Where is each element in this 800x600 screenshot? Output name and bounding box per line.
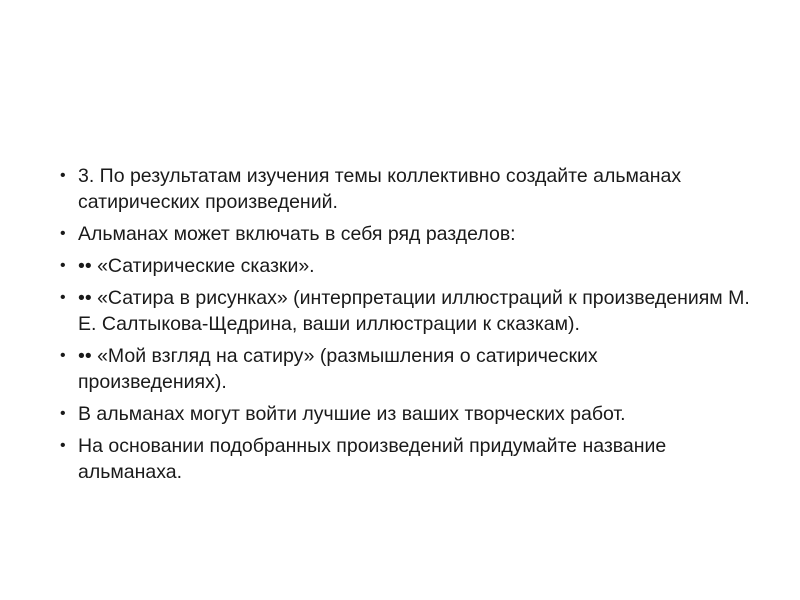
bullet-marker: • (60, 289, 66, 306)
bullet-marker: • (60, 437, 66, 454)
list-item (58, 163, 758, 215)
list-item (58, 401, 758, 427)
list-item (58, 433, 758, 485)
bullet-marker: • (60, 257, 66, 274)
list-item (58, 285, 758, 337)
list-item (58, 343, 758, 395)
bullet-marker: • (60, 405, 66, 422)
bullet-marker: • (60, 167, 66, 184)
list-item-text: •• «Мой взгляд на сатиру» (размышления о сатирических произведениях). (78, 345, 598, 393)
list-item-text: В альманах могут войти лучшие из ваших творческих работ. (78, 403, 626, 425)
bullet-marker: • (60, 225, 66, 242)
list-item-text: •• «Сатирические сказки». (78, 255, 315, 277)
list-item-text: Альманах может включать в себя ряд разделов: (78, 223, 516, 245)
list-item-text: На основании подобранных произведений придумайте название альманаха. (78, 435, 667, 483)
list-item (58, 221, 758, 247)
list-item-text: 3. По результатам изучения темы коллективно создайте альманах сатирических произведений. (78, 165, 682, 213)
bullet-marker: • (60, 347, 66, 364)
list-item-text: •• «Сатира в рисунках» (интерпретации иллюстраций к произведениям М. Е. Салтыкова-Щедрина, ваши иллюстрации к сказкам). (78, 287, 750, 335)
list-item (58, 253, 758, 279)
bullet-list (58, 163, 758, 491)
